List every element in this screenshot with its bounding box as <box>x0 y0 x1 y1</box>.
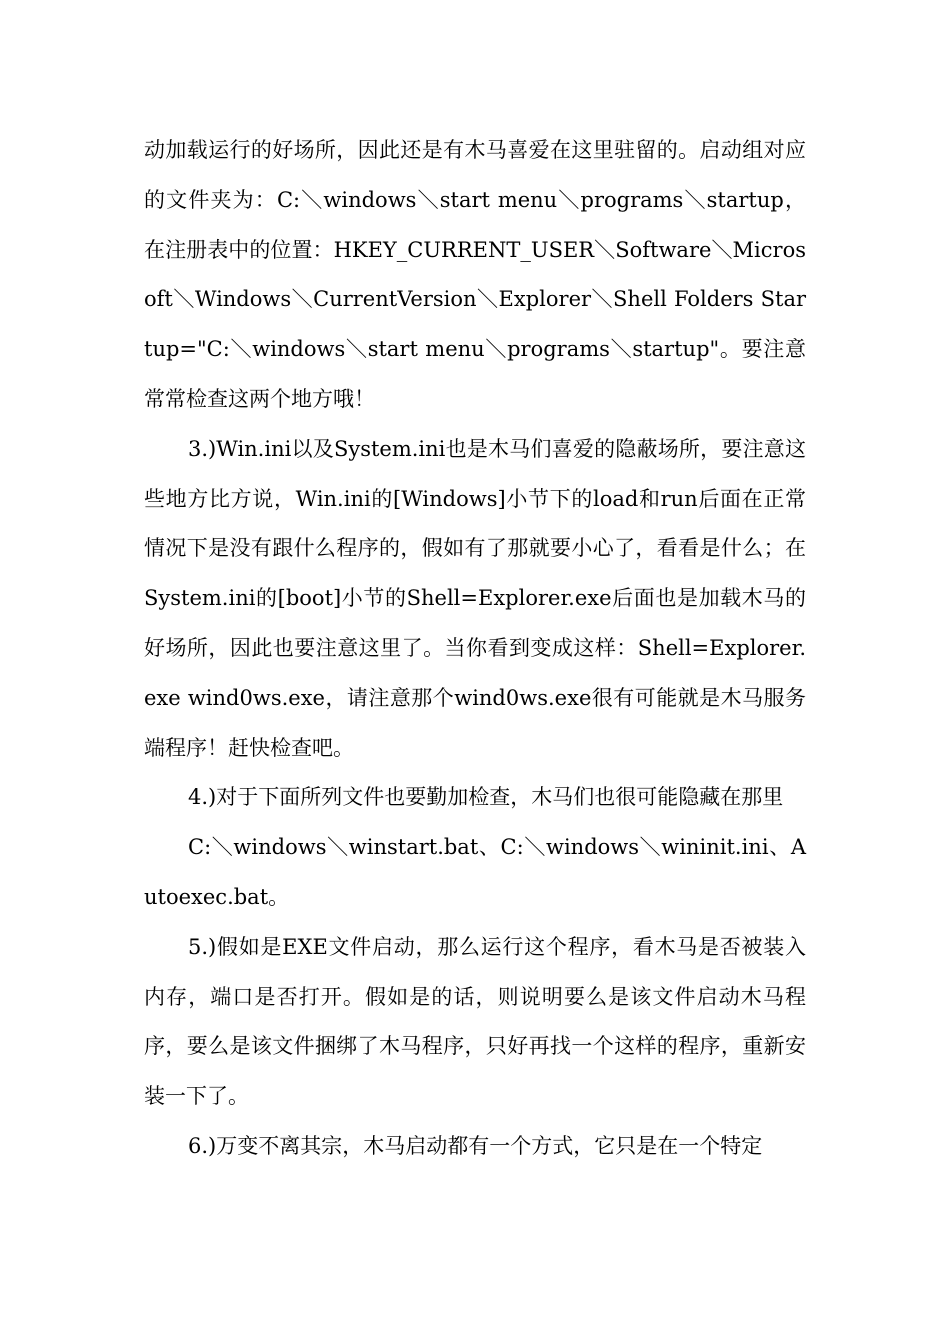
paragraph-check-files: 4.)对于下面所列文件也要勤加检查，木马们也很可能隐藏在那里 <box>188 785 784 810</box>
paragraph-startup-folder: 动加载运行的好场所，因此还是有木马喜爱在这里驻留的。启动组对应的文件夹为：C:＼windows＼start menu＼programs＼startup，在注册表中的位置：HKEY_CURRENT_USER＼Software＼Microsoft＼Windows＼CurrentVersion＼Explorer＼Shell Folders Startup="C:＼windows＼start menu＼programs＼startup"。要注意常常检查这两个地方哦！ <box>144 138 806 411</box>
paragraph-file-list: C:＼windows＼winstart.bat、C:＼windows＼wininit.ini、Autoexec.bat。 <box>144 835 806 909</box>
paragraph-startup-method: 6.)万变不离其宗，木马启动都有一个方式，它只是在一个特定 <box>188 1133 763 1158</box>
paragraph-win-ini: 3.)Win.ini以及System.ini也是木马们喜爱的隐蔽场所，要注意这些地方比方说，Win.ini的[Windows]小节下的load和run后面在正常情况下是没有跟什么程序的，假如有了那就要小心了，看看是什么；在System.ini的[boot]小节的Shell=Explorer.exe后面也是加载木马的好场所，因此也要注意这里了。当你看到变成这样：Shell=Explorer.exe wind0ws.exe，请注意那个wind0ws.exe很有可能就是木马服务端程序！赶快检查吧。 <box>144 436 806 760</box>
paragraph-exe-startup: 5.)假如是EXE文件启动，那么运行这个程序，看木马是否被装入内存，端口是否打开。假如是的话，则说明要么是该文件启动木马程序，要么是该文件捆绑了木马程序，只好再找一个这样的程序，重新安装一下了。 <box>144 934 806 1109</box>
document-body <box>144 126 806 1172</box>
